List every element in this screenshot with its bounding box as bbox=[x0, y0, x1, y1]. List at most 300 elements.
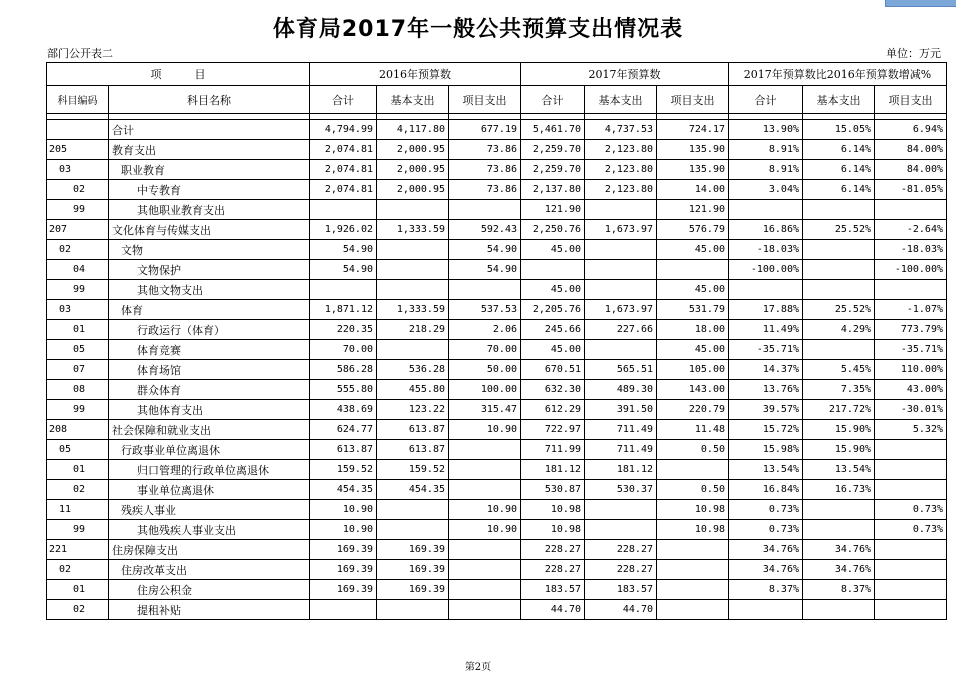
change-project: -81.05% bbox=[875, 180, 947, 200]
value-2017-basic: 391.50 bbox=[585, 400, 657, 420]
change-project: 43.00% bbox=[875, 380, 947, 400]
value-2017-basic: 565.51 bbox=[585, 360, 657, 380]
value-2016-basic: 2,000.95 bbox=[377, 180, 449, 200]
subject-name: 文化体育与传媒支出 bbox=[109, 220, 310, 240]
table-row bbox=[47, 160, 947, 180]
change-basic: 16.73% bbox=[803, 480, 875, 500]
change-project bbox=[875, 600, 947, 620]
value-2016-total: 54.90 bbox=[310, 260, 377, 280]
value-2016-basic bbox=[377, 280, 449, 300]
value-2016-total: 2,074.81 bbox=[310, 180, 377, 200]
value-2016-basic: 455.80 bbox=[377, 380, 449, 400]
value-2017-total: 711.99 bbox=[521, 440, 585, 460]
subject-name: 群众体育 bbox=[109, 380, 310, 400]
table-row bbox=[47, 240, 947, 260]
change-project: 110.00% bbox=[875, 360, 947, 380]
value-2017-basic: 1,673.97 bbox=[585, 300, 657, 320]
change-project: -1.07% bbox=[875, 300, 947, 320]
value-2016-basic: 169.39 bbox=[377, 560, 449, 580]
value-2016-project: 73.86 bbox=[449, 140, 521, 160]
table-row bbox=[47, 300, 947, 320]
change-basic: 15.90% bbox=[803, 440, 875, 460]
change-total: 39.57% bbox=[729, 400, 803, 420]
value-2016-total bbox=[310, 600, 377, 620]
value-2016-project: 73.86 bbox=[449, 180, 521, 200]
change-project: -18.03% bbox=[875, 240, 947, 260]
change-basic bbox=[803, 500, 875, 520]
value-2017-total: 2,137.80 bbox=[521, 180, 585, 200]
table-row bbox=[47, 580, 947, 600]
value-2017-total: 530.87 bbox=[521, 480, 585, 500]
subject-name: 教育支出 bbox=[109, 140, 310, 160]
subject-name: 住房改革支出 bbox=[109, 560, 310, 580]
table-row bbox=[47, 360, 947, 380]
change-total: 13.54% bbox=[729, 460, 803, 480]
value-2016-project: 592.43 bbox=[449, 220, 521, 240]
header-item-group: 项 目 bbox=[47, 63, 310, 86]
header-row-groups bbox=[47, 63, 947, 86]
value-2016-basic: 169.39 bbox=[377, 580, 449, 600]
value-2017-total: 10.98 bbox=[521, 520, 585, 540]
value-2016-total: 624.77 bbox=[310, 420, 377, 440]
header-row-columns bbox=[47, 86, 947, 114]
table-row bbox=[47, 260, 947, 280]
value-2017-project bbox=[657, 540, 729, 560]
subject-name: 体育 bbox=[109, 300, 310, 320]
subject-name: 其他文物支出 bbox=[109, 280, 310, 300]
change-project: 0.73% bbox=[875, 520, 947, 540]
change-total: 17.88% bbox=[729, 300, 803, 320]
value-2016-project: 54.90 bbox=[449, 260, 521, 280]
value-2016-total: 613.87 bbox=[310, 440, 377, 460]
value-2017-project: 220.79 bbox=[657, 400, 729, 420]
value-2017-basic: 2,123.80 bbox=[585, 180, 657, 200]
value-2017-total: 228.27 bbox=[521, 540, 585, 560]
page-number: 第2页 bbox=[464, 662, 492, 673]
value-2017-basic bbox=[585, 240, 657, 260]
value-2016-project bbox=[449, 480, 521, 500]
subject-name: 其他职业教育支出 bbox=[109, 200, 310, 220]
subject-code: 02 bbox=[47, 480, 109, 500]
value-2016-total: 169.39 bbox=[310, 560, 377, 580]
change-basic bbox=[803, 200, 875, 220]
subject-name: 事业单位离退休 bbox=[109, 480, 310, 500]
change-total: 16.84% bbox=[729, 480, 803, 500]
change-project: 0.73% bbox=[875, 500, 947, 520]
table-row bbox=[47, 280, 947, 300]
table-row bbox=[47, 320, 947, 340]
value-2017-total: 121.90 bbox=[521, 200, 585, 220]
value-2016-project bbox=[449, 200, 521, 220]
value-2017-basic: 2,123.80 bbox=[585, 140, 657, 160]
value-2016-project bbox=[449, 440, 521, 460]
value-2017-project: 45.00 bbox=[657, 340, 729, 360]
change-basic: 6.14% bbox=[803, 140, 875, 160]
change-total: 16.86% bbox=[729, 220, 803, 240]
change-project bbox=[875, 580, 947, 600]
subject-code: 205 bbox=[47, 140, 109, 160]
change-basic: 34.76% bbox=[803, 560, 875, 580]
subject-code: 01 bbox=[47, 320, 109, 340]
value-2017-project: 121.90 bbox=[657, 200, 729, 220]
subject-name: 住房保障支出 bbox=[109, 540, 310, 560]
value-2017-total: 228.27 bbox=[521, 560, 585, 580]
value-2017-project bbox=[657, 460, 729, 480]
subject-code: 99 bbox=[47, 520, 109, 540]
value-2016-project: 677.19 bbox=[449, 120, 521, 140]
change-basic bbox=[803, 520, 875, 540]
table-row bbox=[47, 500, 947, 520]
value-2017-project: 531.79 bbox=[657, 300, 729, 320]
subject-code: 01 bbox=[47, 460, 109, 480]
subject-name: 文物保护 bbox=[109, 260, 310, 280]
header-change-basic: 基本支出 bbox=[803, 86, 875, 114]
table-row bbox=[47, 200, 947, 220]
value-2016-total: 1,926.02 bbox=[310, 220, 377, 240]
change-total bbox=[729, 200, 803, 220]
value-2016-total: 4,794.99 bbox=[310, 120, 377, 140]
subject-code: 207 bbox=[47, 220, 109, 240]
change-basic: 7.35% bbox=[803, 380, 875, 400]
value-2017-project: 143.00 bbox=[657, 380, 729, 400]
change-basic: 217.72% bbox=[803, 400, 875, 420]
subject-code: 11 bbox=[47, 500, 109, 520]
value-2017-basic bbox=[585, 340, 657, 360]
value-2017-basic bbox=[585, 260, 657, 280]
subject-code: 04 bbox=[47, 260, 109, 280]
change-basic: 13.54% bbox=[803, 460, 875, 480]
subject-code: 02 bbox=[47, 180, 109, 200]
change-basic bbox=[803, 240, 875, 260]
table-row bbox=[47, 380, 947, 400]
subject-code: 208 bbox=[47, 420, 109, 440]
subject-code: 02 bbox=[47, 560, 109, 580]
value-2017-basic: 183.57 bbox=[585, 580, 657, 600]
value-2016-project: 10.90 bbox=[449, 420, 521, 440]
value-2016-total: 1,871.12 bbox=[310, 300, 377, 320]
value-2016-project bbox=[449, 560, 521, 580]
value-2017-total: 183.57 bbox=[521, 580, 585, 600]
value-2016-total: 10.90 bbox=[310, 520, 377, 540]
value-2016-total: 2,074.81 bbox=[310, 140, 377, 160]
value-2017-project: 105.00 bbox=[657, 360, 729, 380]
subject-code: 05 bbox=[47, 440, 109, 460]
value-2017-project: 135.90 bbox=[657, 140, 729, 160]
table-row bbox=[47, 180, 947, 200]
header-2016-total: 合计 bbox=[310, 86, 377, 114]
value-2017-project: 18.00 bbox=[657, 320, 729, 340]
page-title: 体育局2017年一般公共预算支出情况表 bbox=[272, 17, 684, 42]
change-project bbox=[875, 440, 947, 460]
change-project bbox=[875, 460, 947, 480]
subject-name: 提租补贴 bbox=[109, 600, 310, 620]
value-2017-basic: 2,123.80 bbox=[585, 160, 657, 180]
header-group-2016: 2016年预算数 bbox=[310, 63, 521, 86]
change-basic: 25.52% bbox=[803, 220, 875, 240]
header-2016-basic: 基本支出 bbox=[377, 86, 449, 114]
change-total: 14.37% bbox=[729, 360, 803, 380]
value-2017-basic: 228.27 bbox=[585, 540, 657, 560]
change-basic bbox=[803, 260, 875, 280]
change-total bbox=[729, 600, 803, 620]
value-2017-total: 722.97 bbox=[521, 420, 585, 440]
table-row bbox=[47, 340, 947, 360]
change-basic: 25.52% bbox=[803, 300, 875, 320]
change-project: -100.00% bbox=[875, 260, 947, 280]
value-2016-total: 159.52 bbox=[310, 460, 377, 480]
value-2016-project: 70.00 bbox=[449, 340, 521, 360]
value-2017-basic bbox=[585, 520, 657, 540]
change-project bbox=[875, 540, 947, 560]
value-2016-basic bbox=[377, 500, 449, 520]
change-total: 8.91% bbox=[729, 140, 803, 160]
budget-table bbox=[46, 62, 947, 620]
value-2017-total: 45.00 bbox=[521, 240, 585, 260]
value-2017-basic: 711.49 bbox=[585, 440, 657, 460]
table-row bbox=[47, 400, 947, 420]
value-2016-project: 10.90 bbox=[449, 500, 521, 520]
subject-name: 残疾人事业 bbox=[109, 500, 310, 520]
change-total: 11.49% bbox=[729, 320, 803, 340]
change-total: -18.03% bbox=[729, 240, 803, 260]
value-2017-basic: 228.27 bbox=[585, 560, 657, 580]
value-2017-project: 724.17 bbox=[657, 120, 729, 140]
value-2016-basic bbox=[377, 600, 449, 620]
change-project: 84.00% bbox=[875, 140, 947, 160]
value-2017-basic: 711.49 bbox=[585, 420, 657, 440]
value-2017-project: 10.98 bbox=[657, 520, 729, 540]
subject-code: 08 bbox=[47, 380, 109, 400]
header-code: 科目编码 bbox=[47, 86, 109, 114]
change-project bbox=[875, 560, 947, 580]
header-2017-project: 项目支出 bbox=[657, 86, 729, 114]
value-2017-basic bbox=[585, 280, 657, 300]
value-2016-total: 2,074.81 bbox=[310, 160, 377, 180]
header-name: 科目名称 bbox=[109, 86, 310, 114]
subject-code: 01 bbox=[47, 580, 109, 600]
value-2017-project: 10.98 bbox=[657, 500, 729, 520]
value-2016-basic bbox=[377, 340, 449, 360]
subject-name: 合计 bbox=[109, 120, 310, 140]
change-total: 13.90% bbox=[729, 120, 803, 140]
unit-label: 单位：万元 bbox=[886, 47, 941, 60]
value-2016-total bbox=[310, 200, 377, 220]
value-2017-project: 14.00 bbox=[657, 180, 729, 200]
value-2017-basic bbox=[585, 500, 657, 520]
change-basic: 6.14% bbox=[803, 160, 875, 180]
change-project: 6.94% bbox=[875, 120, 947, 140]
change-project bbox=[875, 200, 947, 220]
subject-code: 02 bbox=[47, 600, 109, 620]
header-change-total: 合计 bbox=[729, 86, 803, 114]
table-row bbox=[47, 460, 947, 480]
subject-name: 文物 bbox=[109, 240, 310, 260]
change-total: 34.76% bbox=[729, 540, 803, 560]
change-total: -100.00% bbox=[729, 260, 803, 280]
table-number-label: 部门公开表二 bbox=[47, 47, 113, 60]
value-2016-basic: 536.28 bbox=[377, 360, 449, 380]
subject-name: 中专教育 bbox=[109, 180, 310, 200]
table-row bbox=[47, 560, 947, 580]
value-2016-basic: 2,000.95 bbox=[377, 160, 449, 180]
value-2016-project: 537.53 bbox=[449, 300, 521, 320]
subject-name: 职业教育 bbox=[109, 160, 310, 180]
header-2017-total: 合计 bbox=[521, 86, 585, 114]
change-project bbox=[875, 280, 947, 300]
value-2016-total: 70.00 bbox=[310, 340, 377, 360]
value-2016-total: 220.35 bbox=[310, 320, 377, 340]
change-basic bbox=[803, 600, 875, 620]
value-2017-project bbox=[657, 600, 729, 620]
value-2016-basic: 169.39 bbox=[377, 540, 449, 560]
value-2017-total: 670.51 bbox=[521, 360, 585, 380]
value-2016-project: 2.06 bbox=[449, 320, 521, 340]
change-basic: 15.05% bbox=[803, 120, 875, 140]
value-2016-project bbox=[449, 280, 521, 300]
value-2016-project bbox=[449, 540, 521, 560]
change-basic bbox=[803, 340, 875, 360]
table-row bbox=[47, 540, 947, 560]
value-2017-total: 44.70 bbox=[521, 600, 585, 620]
value-2017-project bbox=[657, 560, 729, 580]
subject-code: 99 bbox=[47, 200, 109, 220]
subject-name: 行政运行（体育） bbox=[109, 320, 310, 340]
change-total: 0.73% bbox=[729, 520, 803, 540]
value-2017-total: 245.66 bbox=[521, 320, 585, 340]
value-2016-total: 169.39 bbox=[310, 580, 377, 600]
change-total: 8.91% bbox=[729, 160, 803, 180]
value-2016-basic: 2,000.95 bbox=[377, 140, 449, 160]
value-2017-total: 5,461.70 bbox=[521, 120, 585, 140]
change-project: -35.71% bbox=[875, 340, 947, 360]
header-2016-project: 项目支出 bbox=[449, 86, 521, 114]
value-2017-project: 45.00 bbox=[657, 240, 729, 260]
value-2016-basic: 454.35 bbox=[377, 480, 449, 500]
value-2016-project: 50.00 bbox=[449, 360, 521, 380]
value-2016-total: 169.39 bbox=[310, 540, 377, 560]
value-2017-project: 576.79 bbox=[657, 220, 729, 240]
value-2017-project bbox=[657, 580, 729, 600]
change-total: 13.76% bbox=[729, 380, 803, 400]
value-2017-total: 2,205.76 bbox=[521, 300, 585, 320]
subject-name: 归口管理的行政单位离退休 bbox=[109, 460, 310, 480]
value-2016-total: 555.80 bbox=[310, 380, 377, 400]
change-basic: 15.90% bbox=[803, 420, 875, 440]
value-2017-total: 632.30 bbox=[521, 380, 585, 400]
table-row bbox=[47, 520, 947, 540]
change-basic: 6.14% bbox=[803, 180, 875, 200]
value-2017-project: 135.90 bbox=[657, 160, 729, 180]
change-project bbox=[875, 480, 947, 500]
value-2016-basic bbox=[377, 260, 449, 280]
value-2017-basic: 530.37 bbox=[585, 480, 657, 500]
value-2016-basic: 159.52 bbox=[377, 460, 449, 480]
value-2016-project: 54.90 bbox=[449, 240, 521, 260]
value-2016-project: 10.90 bbox=[449, 520, 521, 540]
subject-name: 其他体育支出 bbox=[109, 400, 310, 420]
value-2017-project: 0.50 bbox=[657, 480, 729, 500]
subject-code: 99 bbox=[47, 400, 109, 420]
header-change-project: 项目支出 bbox=[875, 86, 947, 114]
value-2016-project: 315.47 bbox=[449, 400, 521, 420]
subject-code: 05 bbox=[47, 340, 109, 360]
value-2017-project bbox=[657, 260, 729, 280]
change-project: 773.79% bbox=[875, 320, 947, 340]
value-2016-basic: 1,333.59 bbox=[377, 220, 449, 240]
subject-code: 03 bbox=[47, 160, 109, 180]
value-2017-project: 45.00 bbox=[657, 280, 729, 300]
subject-name: 社会保障和就业支出 bbox=[109, 420, 310, 440]
table-row bbox=[47, 480, 947, 500]
change-total: 15.98% bbox=[729, 440, 803, 460]
change-basic bbox=[803, 280, 875, 300]
change-project: 84.00% bbox=[875, 160, 947, 180]
value-2016-total bbox=[310, 280, 377, 300]
value-2016-basic: 613.87 bbox=[377, 420, 449, 440]
value-2016-project: 100.00 bbox=[449, 380, 521, 400]
subject-name: 住房公积金 bbox=[109, 580, 310, 600]
value-2017-basic: 4,737.53 bbox=[585, 120, 657, 140]
value-2017-total: 612.29 bbox=[521, 400, 585, 420]
subject-code: 02 bbox=[47, 240, 109, 260]
value-2016-project bbox=[449, 580, 521, 600]
value-2017-project: 0.50 bbox=[657, 440, 729, 460]
change-basic: 8.37% bbox=[803, 580, 875, 600]
subject-code bbox=[47, 120, 109, 140]
value-2016-basic: 4,117.80 bbox=[377, 120, 449, 140]
value-2016-total: 54.90 bbox=[310, 240, 377, 260]
change-total: 3.04% bbox=[729, 180, 803, 200]
value-2016-basic bbox=[377, 200, 449, 220]
value-2016-basic: 218.29 bbox=[377, 320, 449, 340]
value-2016-basic bbox=[377, 240, 449, 260]
table-row bbox=[47, 140, 947, 160]
value-2017-basic: 181.12 bbox=[585, 460, 657, 480]
change-basic: 5.45% bbox=[803, 360, 875, 380]
change-basic: 34.76% bbox=[803, 540, 875, 560]
value-2016-basic: 123.22 bbox=[377, 400, 449, 420]
table-row bbox=[47, 600, 947, 620]
value-2016-total: 10.90 bbox=[310, 500, 377, 520]
value-2016-basic bbox=[377, 520, 449, 540]
value-2017-basic: 44.70 bbox=[585, 600, 657, 620]
value-2017-basic: 227.66 bbox=[585, 320, 657, 340]
subject-code: 99 bbox=[47, 280, 109, 300]
change-project: -30.01% bbox=[875, 400, 947, 420]
value-2016-project bbox=[449, 600, 521, 620]
change-total: 15.72% bbox=[729, 420, 803, 440]
value-2017-basic bbox=[585, 200, 657, 220]
value-2016-total: 438.69 bbox=[310, 400, 377, 420]
header-2017-basic: 基本支出 bbox=[585, 86, 657, 114]
value-2016-total: 454.35 bbox=[310, 480, 377, 500]
subject-code: 07 bbox=[47, 360, 109, 380]
value-2017-total: 2,250.76 bbox=[521, 220, 585, 240]
subject-code: 03 bbox=[47, 300, 109, 320]
change-total bbox=[729, 280, 803, 300]
value-2016-basic: 1,333.59 bbox=[377, 300, 449, 320]
change-total: 0.73% bbox=[729, 500, 803, 520]
change-basic: 4.29% bbox=[803, 320, 875, 340]
value-2017-total: 2,259.70 bbox=[521, 140, 585, 160]
value-2017-total bbox=[521, 260, 585, 280]
value-2017-total: 45.00 bbox=[521, 280, 585, 300]
change-total: 34.76% bbox=[729, 560, 803, 580]
change-total: -35.71% bbox=[729, 340, 803, 360]
subject-code: 221 bbox=[47, 540, 109, 560]
value-2017-total: 45.00 bbox=[521, 340, 585, 360]
table-row bbox=[47, 120, 947, 140]
